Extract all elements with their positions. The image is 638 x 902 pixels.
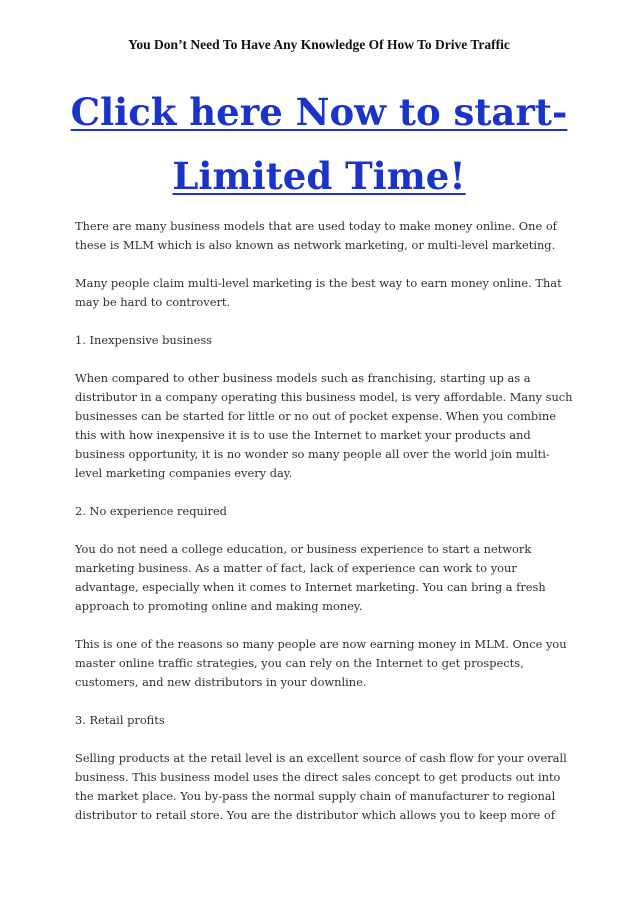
paragraph-mlm-reasons: This is one of the reasons so many people are now earning money in MLM. Once you master online traffic strategies, you can rely on the Internet to get prospects, customers, and new distributors in your downline. [75, 637, 567, 689]
paragraph-inexpensive: When compared to other business models such as franchising, starting up as a distributor in a company operating this business model, is very affordable. Many such businesses can be started for little or no out of pocket expense. When you combine this with how inexpensive it is to use the Internet to market your products and business opportunity, it is no wonder so many people all over the world join multi-level marketing companies every day. [75, 371, 573, 480]
cta-headline-link[interactable]: Click here Now to start- Limited Time! [70, 90, 568, 198]
paragraph-retail: Selling products at the retail level is an excellent source of cash flow for your overall business. This business model uses the direct sales concept to get products out into the market place. You by-pass the normal supply chain of manufacturer to regional distributor to retail store. You are the distributor which allows you to keep more of [75, 751, 567, 822]
section-heading-inexpensive: 1. Inexpensive business [75, 333, 213, 347]
article-body [75, 217, 575, 844]
section-heading-retail: 3. Retail profits [75, 713, 165, 727]
paragraph-claim: Many people claim multi-level marketing is the best way to earn money online. That may be hard to controvert. [75, 276, 562, 309]
running-header: You Don’t Need To Have Any Knowledge Of How To Drive Traffic [128, 37, 510, 52]
paragraph-intro: There are many business models that are used today to make money online. One of these is MLM which is also known as network marketing, or multi-level marketing. [75, 219, 557, 252]
section-heading-no-experience: 2. No experience required [75, 504, 227, 518]
paragraph-no-experience: You do not need a college education, or business experience to start a network marketing business. As a matter of fact, lack of experience can work to your advantage, especially when it comes to Internet marketing. You can bring a fresh approach to promoting online and making money. [75, 542, 546, 613]
